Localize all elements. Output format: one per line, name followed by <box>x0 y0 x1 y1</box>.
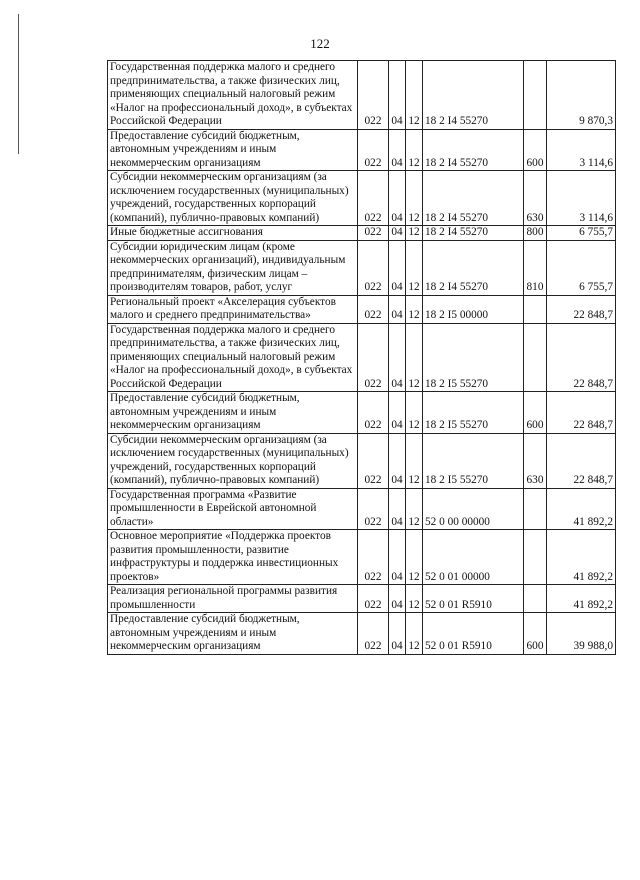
grbs-code: 022 <box>358 295 389 323</box>
expense-type-code: 600 <box>524 392 547 434</box>
expense-type-code: 600 <box>524 129 547 171</box>
row-name: Предоставление субсидий бюджетным, автономным учреждениям и иным некоммерческим организациям <box>108 613 358 655</box>
table-row <box>108 530 616 585</box>
subsection-code: 12 <box>406 171 423 226</box>
grbs-code: 022 <box>358 226 389 241</box>
grbs-code: 022 <box>358 61 389 130</box>
page-number: 122 <box>310 36 330 51</box>
target-article-code: 18 2 I4 55270 <box>423 129 524 171</box>
table-row <box>108 129 616 171</box>
target-article-code: 18 2 I4 55270 <box>423 240 524 295</box>
amount: 22 848,7 <box>547 392 616 434</box>
amount: 6 755,7 <box>547 240 616 295</box>
amount: 3 114,6 <box>547 171 616 226</box>
subsection-code: 12 <box>406 613 423 655</box>
subsection-code: 12 <box>406 129 423 171</box>
row-name: Государственная программа «Развитие промышленности в Еврейской автономной области» <box>108 488 358 530</box>
subsection-code: 12 <box>406 295 423 323</box>
table-row <box>108 585 616 613</box>
table-row <box>108 226 616 241</box>
expense-type-code <box>524 530 547 585</box>
section-code: 04 <box>389 129 406 171</box>
grbs-code: 022 <box>358 323 389 392</box>
section-code: 04 <box>389 488 406 530</box>
subsection-code: 12 <box>406 585 423 613</box>
target-article-code: 18 2 I5 55270 <box>423 392 524 434</box>
subsection-code: 12 <box>406 240 423 295</box>
section-code: 04 <box>389 226 406 241</box>
section-code: 04 <box>389 392 406 434</box>
section-code: 04 <box>389 433 406 488</box>
expense-type-code: 630 <box>524 171 547 226</box>
table-row <box>108 171 616 226</box>
row-name: Региональный проект «Акселерация субъектов малого и среднего предпринимательства» <box>108 295 358 323</box>
section-code: 04 <box>389 323 406 392</box>
target-article-code: 18 2 I5 55270 <box>423 323 524 392</box>
grbs-code: 022 <box>358 488 389 530</box>
row-name: Государственная поддержка малого и среднего предпринимательства, а также физических лиц, применяющих специальный налоговый режим «Налог на профессиональный доход», в субъектах Российской Федерации <box>108 61 358 130</box>
amount: 41 892,2 <box>547 530 616 585</box>
row-name: Государственная поддержка малого и среднего предпринимательства, а также физических лиц, применяющих специальный налоговый режим «Налог на профессиональный доход», в субъектах Российской Федерации <box>108 323 358 392</box>
table-row <box>108 240 616 295</box>
amount: 39 988,0 <box>547 613 616 655</box>
amount: 6 755,7 <box>547 226 616 241</box>
section-code: 04 <box>389 295 406 323</box>
amount: 3 114,6 <box>547 129 616 171</box>
section-code: 04 <box>389 613 406 655</box>
table-row <box>108 433 616 488</box>
subsection-code: 12 <box>406 392 423 434</box>
amount: 22 848,7 <box>547 433 616 488</box>
table-row <box>108 392 616 434</box>
row-name: Основное мероприятие «Поддержка проектов развития промышленности, развитие инфраструктуры и поддержка инвестиционных проектов» <box>108 530 358 585</box>
section-code: 04 <box>389 530 406 585</box>
budget-table <box>107 60 616 655</box>
row-name: Субсидии юридическим лицам (кроме некоммерческих организаций), индивидуальным предпринимателям, физическим лицам – производителям товаров, работ, услуг <box>108 240 358 295</box>
target-article-code: 52 0 01 00000 <box>423 530 524 585</box>
table-row <box>108 488 616 530</box>
row-name: Субсидии некоммерческим организациям (за исключением государственных (муниципальных) учреждений, государственных корпораций (компаний), публично-правовых компаний) <box>108 433 358 488</box>
amount: 41 892,2 <box>547 585 616 613</box>
target-article-code: 52 0 01 R5910 <box>423 613 524 655</box>
subsection-code: 12 <box>406 323 423 392</box>
subsection-code: 12 <box>406 226 423 241</box>
subsection-code: 12 <box>406 61 423 130</box>
subsection-code: 12 <box>406 433 423 488</box>
target-article-code: 52 0 00 00000 <box>423 488 524 530</box>
section-code: 04 <box>389 171 406 226</box>
grbs-code: 022 <box>358 171 389 226</box>
expense-type-code: 600 <box>524 613 547 655</box>
expense-type-code <box>524 61 547 130</box>
target-article-code: 18 2 I5 00000 <box>423 295 524 323</box>
row-name: Предоставление субсидий бюджетным, автономным учреждениям и иным некоммерческим организациям <box>108 392 358 434</box>
target-article-code: 18 2 I4 55270 <box>423 226 524 241</box>
amount: 9 870,3 <box>547 61 616 130</box>
section-code: 04 <box>389 585 406 613</box>
amount: 41 892,2 <box>547 488 616 530</box>
row-name: Иные бюджетные ассигнования <box>108 226 358 241</box>
expense-type-code: 810 <box>524 240 547 295</box>
grbs-code: 022 <box>358 240 389 295</box>
margin-line <box>18 14 19 154</box>
table-row <box>108 323 616 392</box>
grbs-code: 022 <box>358 613 389 655</box>
expense-type-code <box>524 295 547 323</box>
grbs-code: 022 <box>358 530 389 585</box>
amount: 22 848,7 <box>547 323 616 392</box>
target-article-code: 18 2 I4 55270 <box>423 61 524 130</box>
grbs-code: 022 <box>358 585 389 613</box>
grbs-code: 022 <box>358 392 389 434</box>
grbs-code: 022 <box>358 433 389 488</box>
table-row <box>108 295 616 323</box>
expense-type-code <box>524 585 547 613</box>
row-name: Предоставление субсидий бюджетным, автономным учреждениям и иным некоммерческим организациям <box>108 129 358 171</box>
target-article-code: 18 2 I4 55270 <box>423 171 524 226</box>
row-name: Субсидии некоммерческим организациям (за исключением государственных (муниципальных) учреждений, государственных корпораций (компаний), публично-правовых компаний) <box>108 171 358 226</box>
expense-type-code: 800 <box>524 226 547 241</box>
budget-table-body <box>108 61 616 655</box>
target-article-code: 18 2 I5 55270 <box>423 433 524 488</box>
section-code: 04 <box>389 61 406 130</box>
subsection-code: 12 <box>406 530 423 585</box>
table-row <box>108 61 616 130</box>
expense-type-code <box>524 323 547 392</box>
expense-type-code: 630 <box>524 433 547 488</box>
grbs-code: 022 <box>358 129 389 171</box>
amount: 22 848,7 <box>547 295 616 323</box>
row-name: Реализация региональной программы развития промышленности <box>108 585 358 613</box>
expense-type-code <box>524 488 547 530</box>
table-row <box>108 613 616 655</box>
section-code: 04 <box>389 240 406 295</box>
target-article-code: 52 0 01 R5910 <box>423 585 524 613</box>
subsection-code: 12 <box>406 488 423 530</box>
